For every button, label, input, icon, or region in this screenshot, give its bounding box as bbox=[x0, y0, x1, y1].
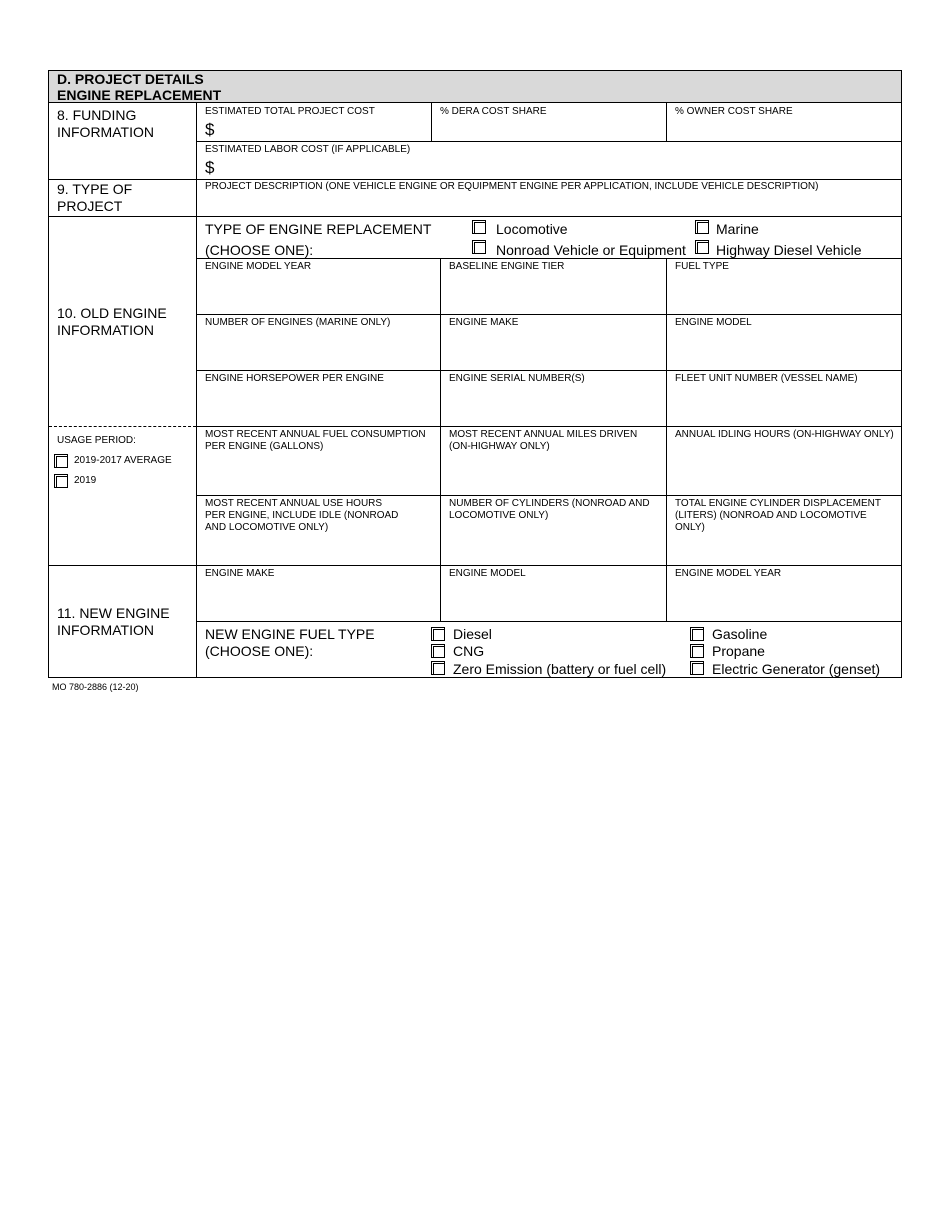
total-cost-label: ESTIMATED TOTAL PROJECT COST bbox=[205, 106, 375, 117]
highway-diesel-option: Highway Diesel Vehicle bbox=[716, 242, 862, 258]
cylinders-label: NUMBER OF CYLINDERS (NONROAD AND LOCOMOTIVE ONLY) bbox=[449, 498, 650, 521]
header-title: D. PROJECT DETAILS bbox=[57, 71, 204, 87]
nonroad-checkbox[interactable] bbox=[472, 240, 486, 254]
fuel-type-choice-label-1: NEW ENGINE FUEL TYPE bbox=[205, 626, 375, 642]
project-type-section-label: 9. TYPE OF PROJECT bbox=[57, 181, 133, 214]
labor-cost-currency: $ bbox=[205, 158, 215, 177]
new-engine-section-label: 11. NEW ENGINE INFORMATION bbox=[57, 605, 170, 638]
marine-checkbox[interactable] bbox=[695, 220, 709, 234]
genset-checkbox[interactable] bbox=[690, 661, 704, 675]
owner-share-label: % OWNER COST SHARE bbox=[675, 106, 793, 117]
total-cost-currency: $ bbox=[205, 120, 215, 139]
project-description-label: PROJECT DESCRIPTION (ONE VEHICLE ENGINE OR EQUIPMENT ENGINE PER APPLICATION, INCLUDE VEHICLE DESCRIPTION) bbox=[205, 181, 819, 192]
engine-model-year-label: ENGINE MODEL YEAR bbox=[205, 261, 312, 272]
locomotive-option: Locomotive bbox=[496, 221, 568, 237]
usage-period-label: USAGE PERIOD: bbox=[57, 435, 136, 446]
fuel-type-label: FUEL TYPE bbox=[675, 261, 729, 272]
nonroad-option: Nonroad Vehicle or Equipment bbox=[496, 242, 686, 258]
fleet-unit-label: FLEET UNIT NUMBER (VESSEL NAME) bbox=[675, 373, 858, 384]
zero-emission-checkbox[interactable] bbox=[431, 661, 445, 675]
cng-checkbox[interactable] bbox=[431, 644, 445, 658]
cng-option: CNG bbox=[453, 643, 485, 659]
engine-serial-label: ENGINE SERIAL NUMBER(S) bbox=[449, 373, 585, 384]
number-of-engines-label: NUMBER OF ENGINES (MARINE ONLY) bbox=[205, 317, 391, 328]
gasoline-option: Gasoline bbox=[712, 626, 768, 642]
diesel-option: Diesel bbox=[453, 626, 492, 642]
propane-checkbox[interactable] bbox=[690, 644, 704, 658]
engine-horsepower-label: ENGINE HORSEPOWER PER ENGINE bbox=[205, 373, 384, 384]
form-number: MO 780-2886 (12-20) bbox=[52, 682, 139, 692]
marine-option: Marine bbox=[716, 221, 759, 237]
usage-average-checkbox[interactable] bbox=[54, 454, 68, 468]
diesel-checkbox[interactable] bbox=[431, 627, 445, 641]
genset-option: Electric Generator (genset) bbox=[712, 661, 881, 677]
gasoline-checkbox[interactable] bbox=[690, 627, 704, 641]
labor-cost-label: ESTIMATED LABOR COST (IF APPLICABLE) bbox=[205, 144, 411, 155]
new-engine-make-label: ENGINE MAKE bbox=[205, 568, 275, 579]
propane-option: Propane bbox=[712, 643, 765, 659]
new-engine-model-year-label: ENGINE MODEL YEAR bbox=[675, 568, 782, 579]
old-engine-model-label: ENGINE MODEL bbox=[675, 317, 752, 328]
new-engine-model-label: ENGINE MODEL bbox=[449, 568, 526, 579]
zero-emission-option: Zero Emission (battery or fuel cell) bbox=[453, 661, 667, 677]
funding-section-label: 8. FUNDING INFORMATION bbox=[57, 107, 154, 140]
baseline-engine-tier-label: BASELINE ENGINE TIER bbox=[449, 261, 565, 272]
usage-2019-checkbox[interactable] bbox=[54, 474, 68, 488]
usage-2019-option: 2019 bbox=[74, 475, 97, 486]
miles-driven-label: MOST RECENT ANNUAL MILES DRIVEN (ON-HIGHWAY ONLY) bbox=[449, 429, 638, 452]
highway-diesel-checkbox[interactable] bbox=[695, 240, 709, 254]
old-engine-make-label: ENGINE MAKE bbox=[449, 317, 519, 328]
displacement-label: TOTAL ENGINE CYLINDER DISPLACEMENT (LITERS) (NONROAD AND LOCOMOTIVE ONLY) bbox=[675, 498, 881, 533]
usage-average-option: 2019-2017 AVERAGE bbox=[74, 455, 172, 466]
locomotive-checkbox[interactable] bbox=[472, 220, 486, 234]
fuel-type-choice-label-2: (CHOOSE ONE): bbox=[205, 643, 314, 659]
idling-hours-label: ANNUAL IDLING HOURS (ON-HIGHWAY ONLY) bbox=[675, 429, 894, 440]
section-header bbox=[49, 71, 901, 103]
use-hours-label: MOST RECENT ANNUAL USE HOURS PER ENGINE, INCLUDE IDLE (NONROAD AND LOCOMOTIVE ONLY) bbox=[205, 498, 399, 533]
header-subtitle: ENGINE REPLACEMENT bbox=[57, 87, 222, 103]
engine-type-label-1: TYPE OF ENGINE REPLACEMENT bbox=[205, 221, 432, 237]
old-engine-section-label: 10. OLD ENGINE INFORMATION bbox=[57, 305, 167, 338]
fuel-consumption-label: MOST RECENT ANNUAL FUEL CONSUMPTION PER ENGINE (GALLONS) bbox=[205, 429, 426, 452]
dera-share-label: % DERA COST SHARE bbox=[440, 106, 547, 117]
engine-type-label-2: (CHOOSE ONE): bbox=[205, 242, 314, 258]
